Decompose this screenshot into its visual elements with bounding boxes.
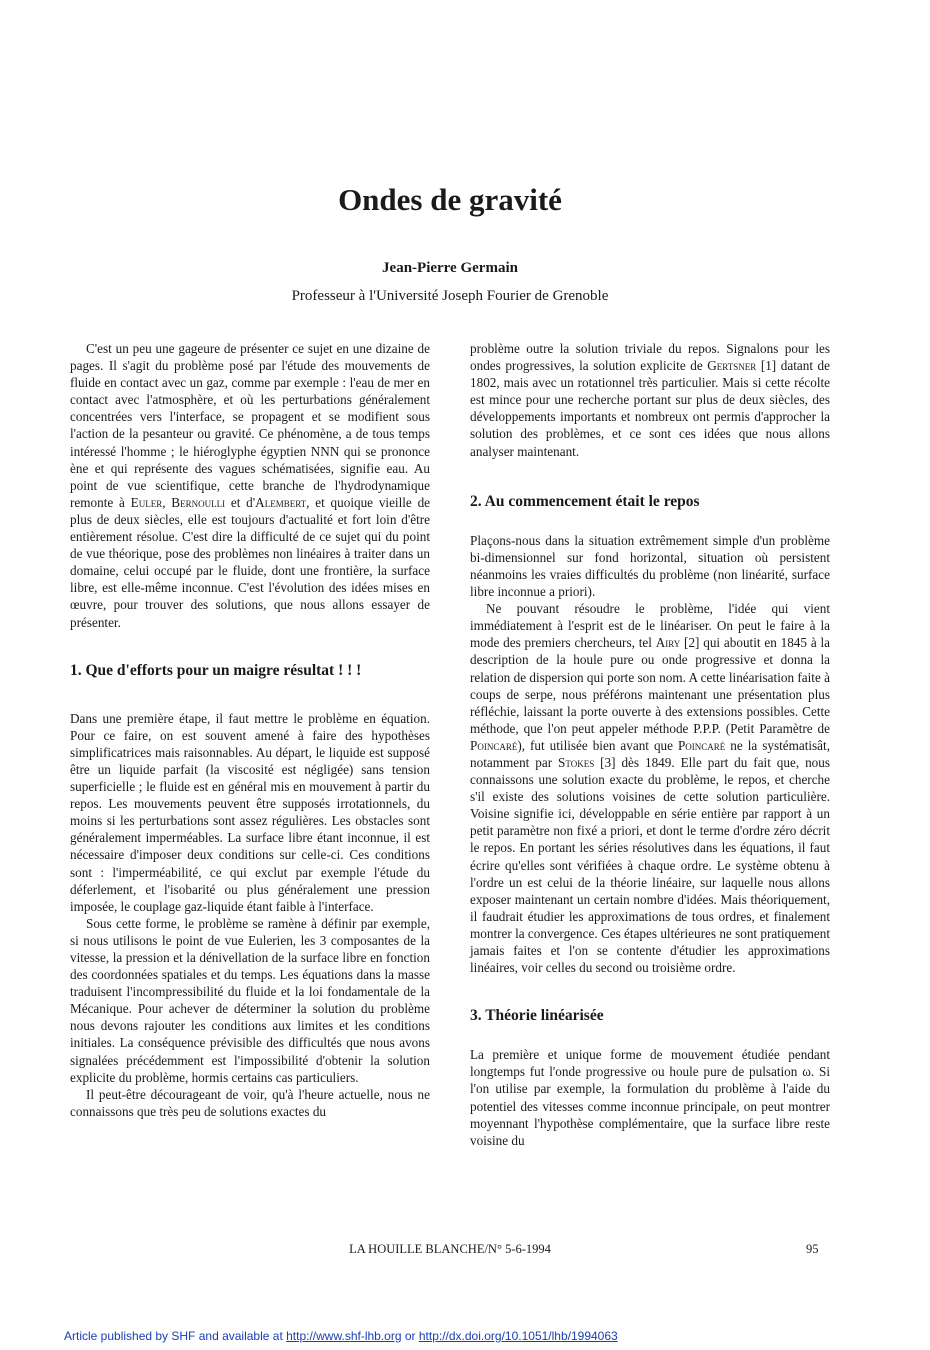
author-name: Jean-Pierre Germain [382,260,518,276]
page-number: 95 [806,1242,819,1256]
section2-paragraph-2: Ne pouvant résoudre le problème, l'idée qui vient immédiatement à l'esprit est de le linéariser. On peut le faire à la mode des premiers chercheurs, tel Airy [2] qui aboutit en 1845 à la description de la houle pure ou onde progressive et donna la relation de dispersion qui porte son nom. A cette linéarisation faite à coups de serpe, nous préférons maintenant une présentation plus réfléchie, laissant la porte ouverte à des extensions possibles. Cette méthode, que l'on peut appeler méthode P.P.P. (Petit Paramètre de Poincaré), fut utilisée bien avant que Poincaré ne la systématisât, notamment par Stokes [3] dès 1849. Elle part du fait que, nous connaissons une solution exacte du problème, le repos, et cherche s'il existe des solutions voisines de cette solution particulière. Voisine signifie ici, développable en série entière par rapport à un petit paramètre non fixé a priori, et dont le terme d'ordre zéro décrit le repos. En portant les séries résolutives dans les équations, il faut écrire qu'elles sont vérifiées à chaque ordre. Le système obtenu à l'ordre un est celui de la théorie linéaire, sur laquelle nous allons exposer maintenant un certain nombre d'idées. Mais théoriquement, il faudrait étudier les approximations de tous ordres, et finalement montrer la convergence. Ces étapes ultérieures ne sont pratiquement jamais faites et l'on se contente d'étudier les approximations linéaires, voir celles du second ou troisième ordre. [470,601,831,976]
continued-paragraph: problème outre la solution triviale du repos. Signalons pour les ondes progressives, la solution explicite de Gertsner [1] datant de 1802, mais avec un rotationnel très particulier. Mais si cette récolte est mince pour une recherche portant sur plus de deux siècles, des développements importants et nombreux ont permis d'approcher la solution des problèmes, et ce sont ces idées que nous allons analyser maintenant. [470,341,830,459]
journal-footer: LA HOUILLE BLANCHE/N° 5-6-1994 [349,1242,551,1256]
author-affiliation: Professeur à l'Université Joseph Fourier de Grenoble [291,288,609,304]
section-heading-3: 3. Théorie linéarisée [470,1007,604,1025]
section-heading-2: 2. Au commencement était le repos [470,492,700,510]
section1-paragraph-2: Sous cette forme, le problème se ramène à définir par exemple, si nous utilisons le point de vue Eulerien, les 3 composantes de la vitesse, la pression et la dénivellation de la surface libre en fonction des coordonnées spatiales et du temps. Les équations dans la masse traduisent l'incompressibilité du fluide et la loi fondamentale de la Mécanique. Pour achever de déterminer la solution du problème nous devons rajouter les conditions aux limites et les conditions initiales. La conséquence prévisible des difficultés que nous avons signalées précédemment est l'impossibilité d'obtenir la solution explicite du problème, hormis certains cas particuliers. [70,915,430,1085]
intro-paragraph: C'est un peu une gageure de présenter ce sujet en une dizaine de pages. Il s'agit du problème posé par l'étude des mouvements de fluide en contact avec un gaz, comme par exemple : l'eau de mer en contact avec l'atmosphère, et où les perturbations généralement concentrées vers l'interface, se propagent et se modifient sous l'action de la pesanteur ou gravité. Ce phénomène, a de tous temps intéressé l'homme ; le hiéroglyphe égyptien NNN qui se prononce ène et qui représente des vagues schématisées, signifie eau. Au point de vue scientifique, cette branche de l'hydrodynamique remonte à Euler, Bernoulli et d'Alembert, et quoique vieille de plus de deux siècles, elle est toujours d'actualité et fort loin d'être entièrement résolue. C'est dire la difficulté de ce sujet qui du point de vue théorique, pose des problèmes non linéaires à traiter dans un domaine, celui occupé par le fluide, dont une frontière, la surface libre, est elle-même inconnue. C'est l'évolution des idées mises en œuvre, pour trouver des solutions, que nous allons essayer de présenter. [70,341,431,630]
section1-paragraph-1: Dans une première étape, il faut mettre le problème en équation. Pour ce faire, on est souvent amené à faire des hypothèses simplificatrices mais raisonnables. Au départ, le liquide est supposé être un liquide parfait (la viscosité est négligée) sans tension superficielle ; le fluide est en général mis en mouvement à partir du repos. Les mouvements peuvent être supposés irrotationnels, du moins si les perturbations sont assez régulières. Les obstacles sont généralement imperméables. La surface libre étant inconnue, il est nécessaire d'imposer deux conditions sur celle-ci. Ces conditions sont : l'imperméabilité, ce qui exclut par exemple l'étude du déferlement, et l'isobarité ou plus généralement une pression imposée, le couplage gaz-liquide étant faible à l'interface. [70,710,430,914]
section1-paragraph-3: Il peut-être décourageant de voir, qu'à l'heure actuelle, nous ne connaissons que très peu de solutions exactes du [70,1086,430,1119]
shf-link[interactable]: http://www.shf-lhb.org [286,1329,402,1343]
right-column [470,340,830,1149]
section3-paragraph-1: La première et unique forme de mouvement étudiée pendant longtemps fut l'onde progressive ou houle pure de pulsation ω. Si l'on utilise par exemple, la formulation du problème à l'aide du potentiel des vitesses comme inconnue principale, on peut montrer moyennant l'hypothèse complémentaire, que la surface libre reste voisine du [470,1047,830,1148]
left-column [70,340,430,1120]
section2-paragraph-1: Plaçons-nous dans la situation extrêmement simple d'un problème bi-dimensionnel sur fond horizontal, situation où persistent néanmoins les vraies difficultés du problème (non linéarité, surface libre inconnue a priori). [470,532,830,600]
publication-note: Article published by SHF and available at http://www.shf-lhb.org or http://dx.doi.org/10.1051/lhb/1994063 [64,1329,618,1343]
doi-link[interactable]: http://dx.doi.org/10.1051/lhb/1994063 [418,1329,618,1343]
article-title: Ondes de gravité [338,182,562,217]
section-heading-1: 1. Que d'efforts pour un maigre résultat ! ! ! [70,661,362,679]
